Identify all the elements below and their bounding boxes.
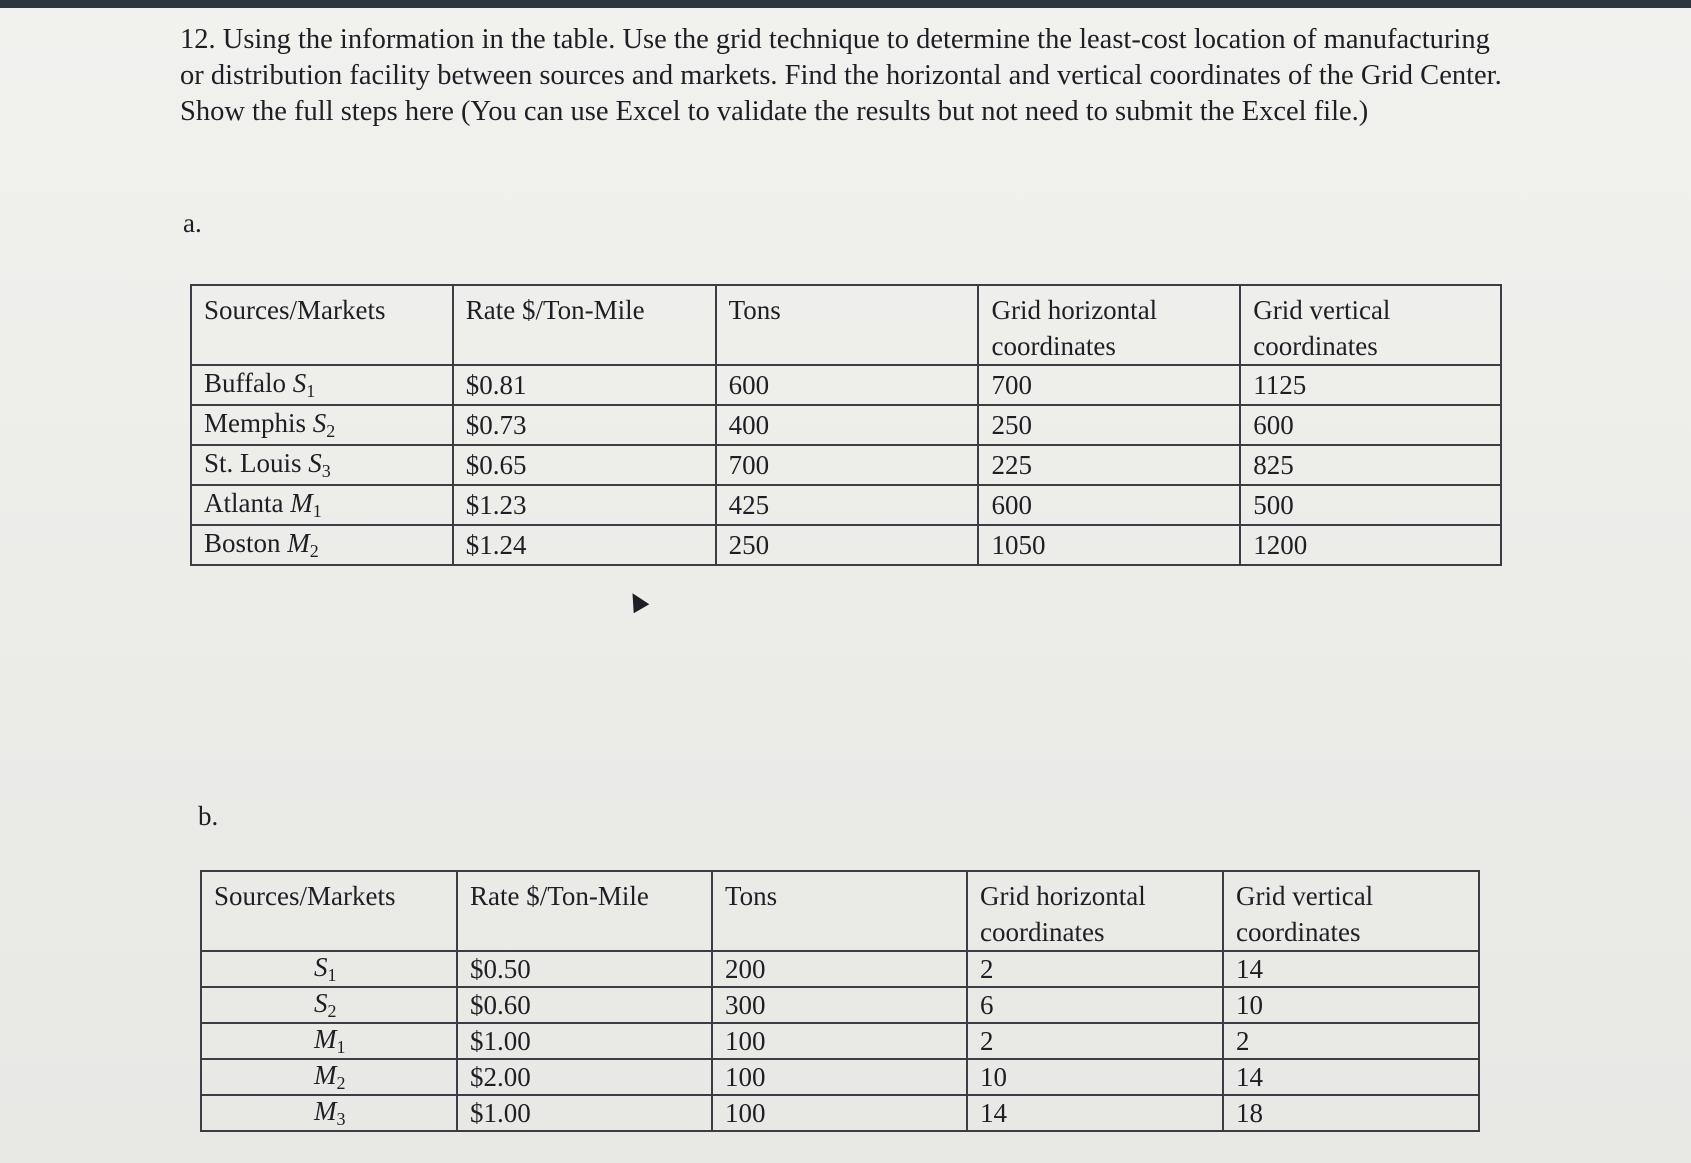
source-cell: Memphis $S_2$ (191, 405, 453, 445)
header-sources-markets: Sources/Markets (201, 871, 457, 951)
horizontal-cell: 250 (978, 405, 1240, 445)
tons-cell: 400 (716, 405, 979, 445)
rate-cell: $2.00 (457, 1059, 712, 1095)
table-row (191, 405, 1501, 445)
table-row (201, 1023, 1479, 1059)
table-row (191, 525, 1501, 565)
table-row (191, 445, 1501, 485)
rate-cell: $1.24 (453, 525, 716, 565)
horizontal-cell: 14 (967, 1095, 1223, 1131)
header-grid-horizontal: Grid horizontal coordinates (978, 285, 1240, 365)
source-cell: $M_2$ (201, 1059, 457, 1095)
vertical-cell: 2 (1223, 1023, 1479, 1059)
rate-cell: $0.65 (453, 445, 716, 485)
table-row (201, 987, 1479, 1023)
vertical-cell: 10 (1223, 987, 1479, 1023)
horizontal-cell: 600 (978, 485, 1240, 525)
header-grid-horizontal: Grid horizontal coordinates (967, 871, 1223, 951)
table-row (201, 1059, 1479, 1095)
horizontal-cell: 1050 (978, 525, 1240, 565)
horizontal-cell: 2 (967, 951, 1223, 987)
horizontal-cell: 6 (967, 987, 1223, 1023)
question-paragraph: 12. Using the information in the table. Use the grid technique to determine the least-cost location of manufacturing or distribution facility between sources and markets. Find the horizontal and vertical coordinates of the Grid Center. Show the full steps here (You can use Excel to validate the results but not need to submit the Excel file.) (180, 24, 1502, 127)
rate-cell: $0.50 (457, 951, 712, 987)
source-cell: $M_3$ (201, 1095, 457, 1131)
tons-cell: 100 (712, 1059, 967, 1095)
source-cell: St. Louis $S_3$ (191, 445, 453, 485)
vertical-cell: 600 (1240, 405, 1501, 445)
tons-cell: 250 (716, 525, 979, 565)
tons-cell: 425 (716, 485, 979, 525)
header-tons: Tons (716, 285, 979, 365)
tons-cell: 700 (716, 445, 979, 485)
vertical-cell: 1125 (1240, 365, 1501, 405)
vertical-cell: 18 (1223, 1095, 1479, 1131)
header-rate: Rate $/Ton-Mile (453, 285, 716, 365)
vertical-cell: 14 (1223, 951, 1479, 987)
tons-cell: 600 (716, 365, 979, 405)
source-cell: Boston $M_2$ (191, 525, 453, 565)
part-b-label: b. (198, 801, 219, 831)
tons-cell: 100 (712, 1095, 967, 1131)
rate-cell: $0.81 (453, 365, 716, 405)
table-part-a (190, 284, 1502, 566)
rate-cell: $1.23 (453, 485, 716, 525)
table-part-b (200, 870, 1480, 1132)
rate-cell: $1.00 (457, 1023, 712, 1059)
source-cell: $S_2$ (201, 987, 457, 1023)
rate-cell: $0.60 (457, 987, 712, 1023)
table-row (191, 365, 1501, 405)
vertical-cell: 500 (1240, 485, 1501, 525)
vertical-cell: 14 (1223, 1059, 1479, 1095)
tons-cell: 300 (712, 987, 967, 1023)
rate-cell: $0.73 (453, 405, 716, 445)
horizontal-cell: 10 (967, 1059, 1223, 1095)
top-bar (0, 0, 1691, 8)
vertical-cell: 1200 (1240, 525, 1501, 565)
table-row (191, 485, 1501, 525)
rate-cell: $1.00 (457, 1095, 712, 1131)
vertical-cell: 825 (1240, 445, 1501, 485)
table-header-row (201, 871, 1479, 951)
header-sources-markets: Sources/Markets (191, 285, 453, 365)
part-a-label: a. (183, 208, 202, 238)
question-text (180, 22, 1510, 130)
table-row (201, 1095, 1479, 1131)
header-grid-vertical: Grid vertical coordinates (1240, 285, 1501, 365)
horizontal-cell: 2 (967, 1023, 1223, 1059)
header-rate: Rate $/Ton-Mile (457, 871, 712, 951)
header-grid-vertical: Grid vertical coordinates (1223, 871, 1479, 951)
header-tons: Tons (712, 871, 967, 951)
horizontal-cell: 225 (978, 445, 1240, 485)
source-cell: $M_1$ (201, 1023, 457, 1059)
table-header-row (191, 285, 1501, 365)
tons-cell: 100 (712, 1023, 967, 1059)
source-cell: Buffalo $S_1$ (191, 365, 453, 405)
tons-cell: 200 (712, 951, 967, 987)
horizontal-cell: 700 (978, 365, 1240, 405)
source-cell: Atlanta $M_1$ (191, 485, 453, 525)
source-cell: $S_1$ (201, 951, 457, 987)
table-row (201, 951, 1479, 987)
